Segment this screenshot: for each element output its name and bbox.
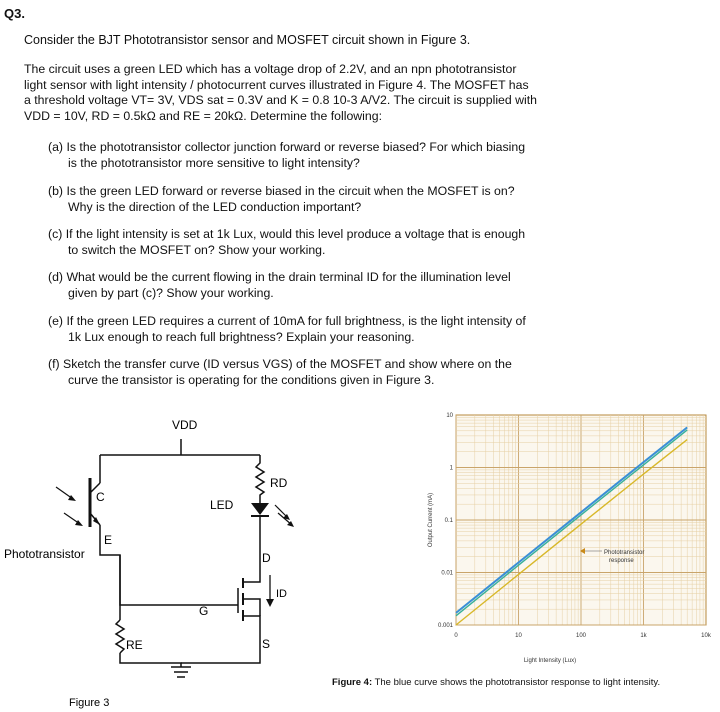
part-a <box>48 140 525 171</box>
part-e-line-1: (e) If the green LED requires a current of 10mA for full brightness, is the light intensity of <box>48 314 526 328</box>
chart-y-tick-label: 1 <box>449 465 453 472</box>
chart-grid <box>456 415 706 625</box>
part-b-line-1: (b) Is the green LED forward or reverse biased in the circuit when the MOSFET is on? <box>48 184 515 198</box>
chart-x-tick-label: 10 <box>515 633 522 639</box>
part-c <box>48 227 525 258</box>
figure-4-caption-label: Figure 4: <box>332 677 373 688</box>
chart-y-tick-label: 10 <box>446 413 453 419</box>
chart-y-tick-label: 0.001 <box>437 623 453 629</box>
mosfet-drain <box>243 565 260 582</box>
part-d <box>48 270 511 301</box>
part-e <box>48 314 526 345</box>
chart-y-tick-label: 0.1 <box>444 518 453 524</box>
part-b <box>48 184 515 215</box>
part-a-line-2: is the phototransistor more sensitive to light intensity? <box>68 155 360 170</box>
question-label: Q3. <box>4 6 25 21</box>
chart-x-tick-label: 0 <box>454 633 458 639</box>
part-c-line-1: (c) If the light intensity is set at 1k Lux, would this level produce a voltage that is enough <box>48 227 526 241</box>
re-resistor <box>116 620 124 653</box>
rd-resistor <box>256 455 264 503</box>
description-line-1: The circuit uses a green LED which has a voltage drop of 2.2V, and an npn phototransistor <box>24 62 517 76</box>
figure-4-chart <box>418 405 718 667</box>
incoming-light-arrows-icon <box>56 487 80 524</box>
description-line-4: VDD = 10V, RD = 0.5kΩ and RE = 20kΩ. Determine the following: <box>24 108 382 123</box>
drain-current-label: ID <box>276 588 287 600</box>
figure-4-caption <box>332 677 660 688</box>
part-d-line-1: (d) What would be the current flowing in the drain terminal ID for the illumination level <box>48 270 511 284</box>
gate-wire <box>120 555 238 605</box>
mosfet-body <box>243 599 260 616</box>
led-emitted-light-icon <box>275 505 292 525</box>
rd-label: RD <box>270 476 288 490</box>
collector-label: C <box>96 490 105 504</box>
ground-symbol <box>171 667 191 677</box>
chart-annotation-line1: Phototransistor <box>604 550 645 556</box>
part-e-line-2: 1k Lux enough to reach full brightness? Explain your reasoning. <box>68 329 415 344</box>
figure-3-circuit <box>0 405 320 712</box>
drain-label: D <box>262 551 271 565</box>
chart-x-axis-label: Light Intensity (Lux) <box>523 658 577 664</box>
led-diode-icon <box>251 503 269 515</box>
description-line-3: a threshold voltage VT= 3V, VDS sat = 0.3V and K = 0.8 10-3 A/V2. The circuit is supplied with <box>24 93 538 107</box>
figure-3-caption: Figure 3 <box>69 697 110 709</box>
emitter-label: E <box>104 533 113 547</box>
part-b-line-2: Why is the direction of the LED conduction important? <box>68 199 362 214</box>
chart-annotation-line2: response <box>609 558 634 564</box>
ground-wire <box>120 653 181 667</box>
phototransistor-label: Phototransistor <box>4 547 85 561</box>
vdd-label: VDD <box>172 418 198 432</box>
chart-x-tick-label: 10k <box>701 633 711 639</box>
circuit-description <box>24 62 674 124</box>
part-c-line-2: to switch the MOSFET on? Show your working. <box>68 242 326 257</box>
part-d-line-2: given by part (c)? Show your working. <box>68 285 274 300</box>
chart-y-axis-label: Output Current (mA) <box>428 492 434 548</box>
mosfet-source <box>181 616 260 663</box>
re-label: RE <box>126 638 143 652</box>
figure-4-caption-text: The blue curve shows the phototransistor response to light intensity. <box>374 677 661 688</box>
part-f <box>48 357 512 388</box>
question-intro: Consider the BJT Phototransistor sensor and MOSFET circuit shown in Figure 3. <box>24 33 471 47</box>
description-line-2: light sensor with light intensity / photocurrent curves illustrated in Figure 4. The MOSFET has <box>24 77 529 92</box>
gate-label: G <box>199 604 209 618</box>
part-f-line-1: (f) Sketch the transfer curve (ID versus VGS) of the MOSFET and show where on the <box>48 357 512 371</box>
chart-x-tick-label: 1k <box>640 633 647 639</box>
chart-y-tick-label: 0.01 <box>441 570 453 577</box>
part-f-line-2: curve the transistor is operating for the conditions given in Figure 3. <box>68 372 435 387</box>
part-a-line-1: (a) Is the phototransistor collector junction forward or reverse biased? For which biasing <box>48 140 526 154</box>
led-label: LED <box>210 498 234 512</box>
source-label: S <box>262 637 271 651</box>
chart-x-tick-label: 100 <box>575 633 587 639</box>
